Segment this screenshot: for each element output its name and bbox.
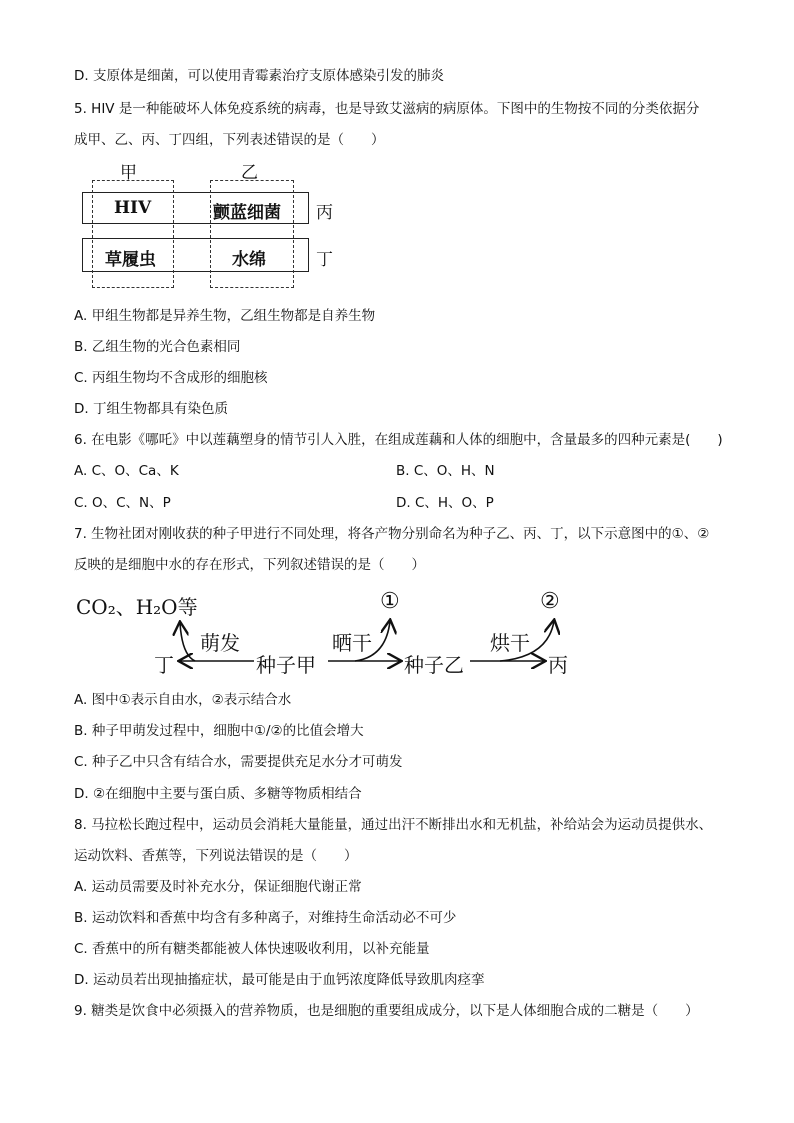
group-jia-box [92, 180, 174, 288]
q5-diagram [80, 156, 340, 291]
group-yi-box [210, 180, 294, 288]
q5-option-d: D. 丁组生物都具有染色质 [74, 401, 228, 417]
spirogyra-label: 水绵 [232, 250, 266, 270]
q7-stem-line2: 反映的是细胞中水的存在形式，下列叙述错误的是（ ） [74, 557, 425, 573]
q9-stem: 9. 糖类是饮食中必须摄入的营养物质，也是细胞的重要组成成分，以下是人体细胞合成的二糖是（ ） [74, 1003, 699, 1019]
products-label: CO₂、H₂O等 [76, 595, 198, 619]
q6-option-d: D. C、H、O、P [396, 495, 494, 511]
q7-option-d: D. ②在细胞中主要与蛋白质、多糖等物质相结合 [74, 786, 362, 802]
q4-option-d: D. 支原体是细菌，可以使用青霉素治疗支原体感染引发的肺炎 [74, 68, 444, 84]
q6-option-b: B. C、O、H、N [396, 463, 495, 479]
q5-stem-line1: 5. HIV 是一种能破坏人体免疫系统的病毒，也是导致艾滋病的病原体。下图中的生物按不同的分类依据分 [74, 101, 700, 117]
bing-label: 丙 [548, 653, 568, 677]
arrow-to-products [180, 623, 195, 661]
paramecium-label: 草履虫 [105, 250, 156, 270]
group-jia-label: 甲 [120, 163, 137, 183]
cyanobacteria-label: 颤蓝细菌 [213, 203, 281, 223]
q7-stem-line1: 7. 生物社团对刚收获的种子甲进行不同处理，将各产物分别命名为种子乙、丙、丁，以下示意图中的①、② [74, 526, 710, 542]
q7-option-a: A. 图中①表示自由水，②表示结合水 [74, 692, 292, 708]
q8-option-b: B. 运动饮料和香蕉中均含有多种离子，对维持生命活动必不可少 [74, 910, 457, 926]
q8-option-a: A. 运动员需要及时补充水分，保证细胞代谢正常 [74, 879, 362, 895]
group-yi-label: 乙 [241, 163, 258, 183]
q5-option-c: C. 丙组生物均不含成形的细胞核 [74, 370, 268, 386]
q5-stem-line2: 成甲、乙、丙、丁四组，下列表述错误的是（ ） [74, 132, 385, 148]
q7-option-b: B. 种子甲萌发过程中，细胞中①/②的比值会增大 [74, 723, 364, 739]
q8-stem-line2: 运动饮料、香蕉等，下列说法错误的是（ ） [74, 848, 358, 864]
q5-option-a: A. 甲组生物都是异养生物，乙组生物都是自养生物 [74, 308, 376, 324]
circle2-label: ② [540, 589, 560, 614]
q5-option-b: B. 乙组生物的光合色素相同 [74, 339, 241, 355]
q8-option-c: C. 香蕉中的所有糖类都能被人体快速吸收利用，以补充能量 [74, 941, 430, 957]
q6-option-c: C. O、C、N、P [74, 495, 171, 511]
oven-dry-label: 烘干 [490, 631, 530, 655]
hiv-label: HIV [114, 198, 152, 218]
sun-dry-label: 晒干 [332, 631, 372, 655]
q7-option-c: C. 种子乙中只含有结合水，需要提供充足水分才可萌发 [74, 754, 403, 770]
seed-jia-label: 种子甲 [256, 653, 316, 677]
germinate-label: 萌发 [200, 631, 240, 655]
group-ding-label: 丁 [316, 250, 333, 270]
seed-yi-label: 种子乙 [404, 653, 464, 677]
ding-label: 丁 [154, 653, 174, 677]
group-bing-label: 丙 [316, 203, 333, 223]
circle1-label: ① [380, 589, 400, 614]
q8-stem-line1: 8. 马拉松长跑过程中，运动员会消耗大量能量，通过出汗不断排出水和无机盐，补给站会为运动员提供水、 [74, 817, 713, 833]
q6-stem: 6. 在电影《哪吒》中以莲藕塑身的情节引人入胜，在组成莲藕和人体的细胞中，含量最多的四种元素是( ) [74, 432, 723, 448]
q6-option-a: A. C、O、Ca、K [74, 463, 179, 479]
q7-diagram [70, 585, 590, 680]
q8-option-d: D. 运动员若出现抽搐症状，最可能是由于血钙浓度降低导致肌肉痉挛 [74, 972, 485, 988]
